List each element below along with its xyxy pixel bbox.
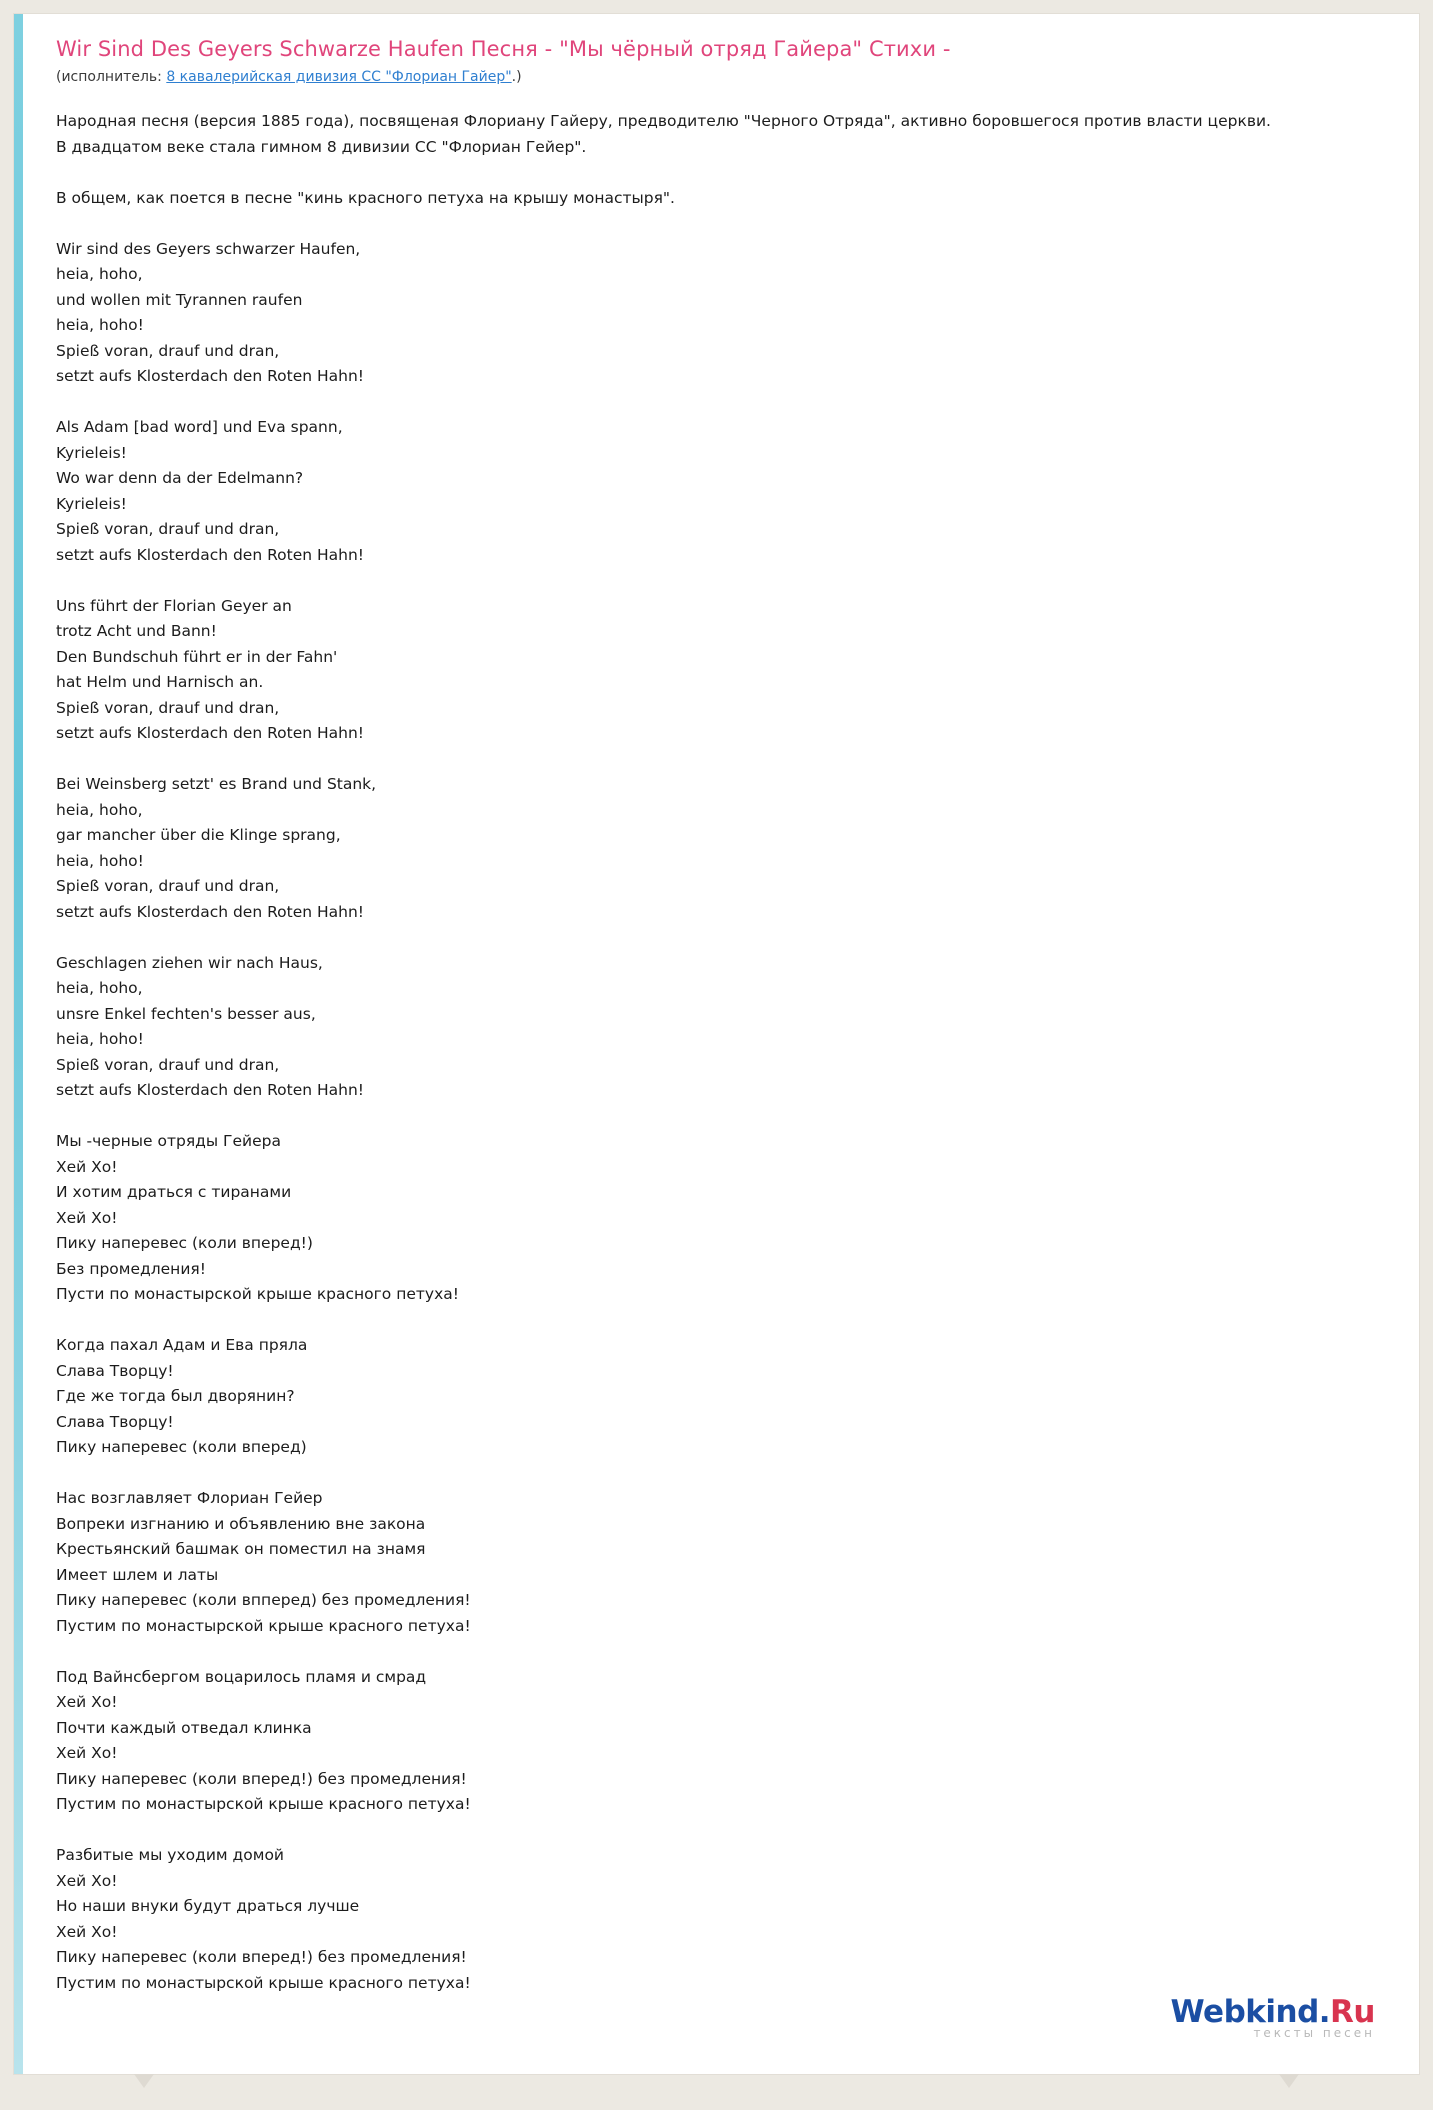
logo-tld: Ru (1330, 1994, 1375, 2030)
lyrics-text: Wir sind des Geyers schwarzer Haufen, heia, hoho, und wollen mit Tyrannen raufen heia, hoho! Spieß voran, drauf und dran, setzt aufs Klosterdach den Roten Hahn! Als Adam [bad word] und Eva spann, Kyrieleis! Wo war denn da der Edelmann? Kyrieleis! Spieß voran, drauf und dran, setzt aufs Klosterdach den Roten Hahn! Uns führt der Florian Geyer an trotz Acht und Bann! Den Bundschuh führt er in der Fahn' hat Helm und Harnisch an. Spieß voran, drauf und dran, setzt aufs Klosterdach den Roten Hahn! Bei Weinsberg setzt' es Brand und Stank, heia, hoho, gar mancher über die Klinge sprang, heia, hoho! Spieß voran, drauf und dran, setzt aufs Klosterdach den Roten Hahn! Geschlagen ziehen wir nach Haus, heia, hoho, unsre Enkel fechten's besser aus, heia, hoho! Spieß voran, drauf und dran, setzt aufs Klosterdach den Roten Hahn! Мы -черные отряды Гейера Хей Хо! И хотим драться с тиранами Хей Хо! Пику наперевес (коли вперед!) Без промедления! Пусти по монастырской крыше красного петуха! Когда пахал Адам и Ева пряла Слава Творцу! Где же тогда был дворянин? Слава Творцу! Пику наперевес (коли вперед) Нас возглавляет Флориан Гейер Вопреки изгнанию и объявлению вне закона Крестьянский башмак он поместил на знамя Имеет шлем и латы Пику наперевес (коли впперед) без промедления! Пустим по монастырской крыше красного петуха! Под Вайнсбергом воцарилось пламя и смрад Хей Хо! Почти каждый отведал клинка Хей Хо! Пику наперевес (коли вперед!) без промедления! Пустим по монастырской крыше красного петуха! Разбитые мы уходим домой Хей Хо! Но наши внуки будут драться лучше Хей Хо! Пику наперевес (коли вперед!) без промедления! Пустим по монастырской крыше красного петуха! (56, 239, 471, 1992)
logo-dot: . (1318, 1994, 1331, 2030)
page-bottom-notch (14, 2074, 1419, 2100)
performer-line (56, 69, 1389, 85)
logo-subtitle: тексты песен (1253, 2026, 1375, 2040)
song-description: Народная песня (версия 1885 года), посвященая Флориану Гайеру, предводителю "Черного Отряда", активно боровшегося против власти церкви. В двадцатом веке стала гимном 8 дивизии СС "Флориан Гейер". В общем, как поется в песне "кинь красного петуха на крышу монастыря". (56, 112, 1271, 207)
lyrics-sheet (14, 14, 1419, 2074)
intro-lyrics-gap (56, 211, 1389, 237)
logo-wordmark (1170, 1994, 1375, 2030)
performer-close-paren: .) (511, 69, 522, 86)
site-logo[interactable] (1170, 1994, 1375, 2040)
performer-label: (исполнитель: (56, 69, 167, 86)
performer-link[interactable]: 8 кавалерийская дивизия СС "Флориан Гайер" (166, 69, 512, 86)
logo-name: Webkind (1170, 1994, 1319, 2030)
left-accent-bar (14, 14, 23, 2074)
page-title: Wir Sind Des Geyers Schwarze Haufen Песня - "Мы чёрный отряд Гайера" Стихи - (56, 37, 951, 61)
